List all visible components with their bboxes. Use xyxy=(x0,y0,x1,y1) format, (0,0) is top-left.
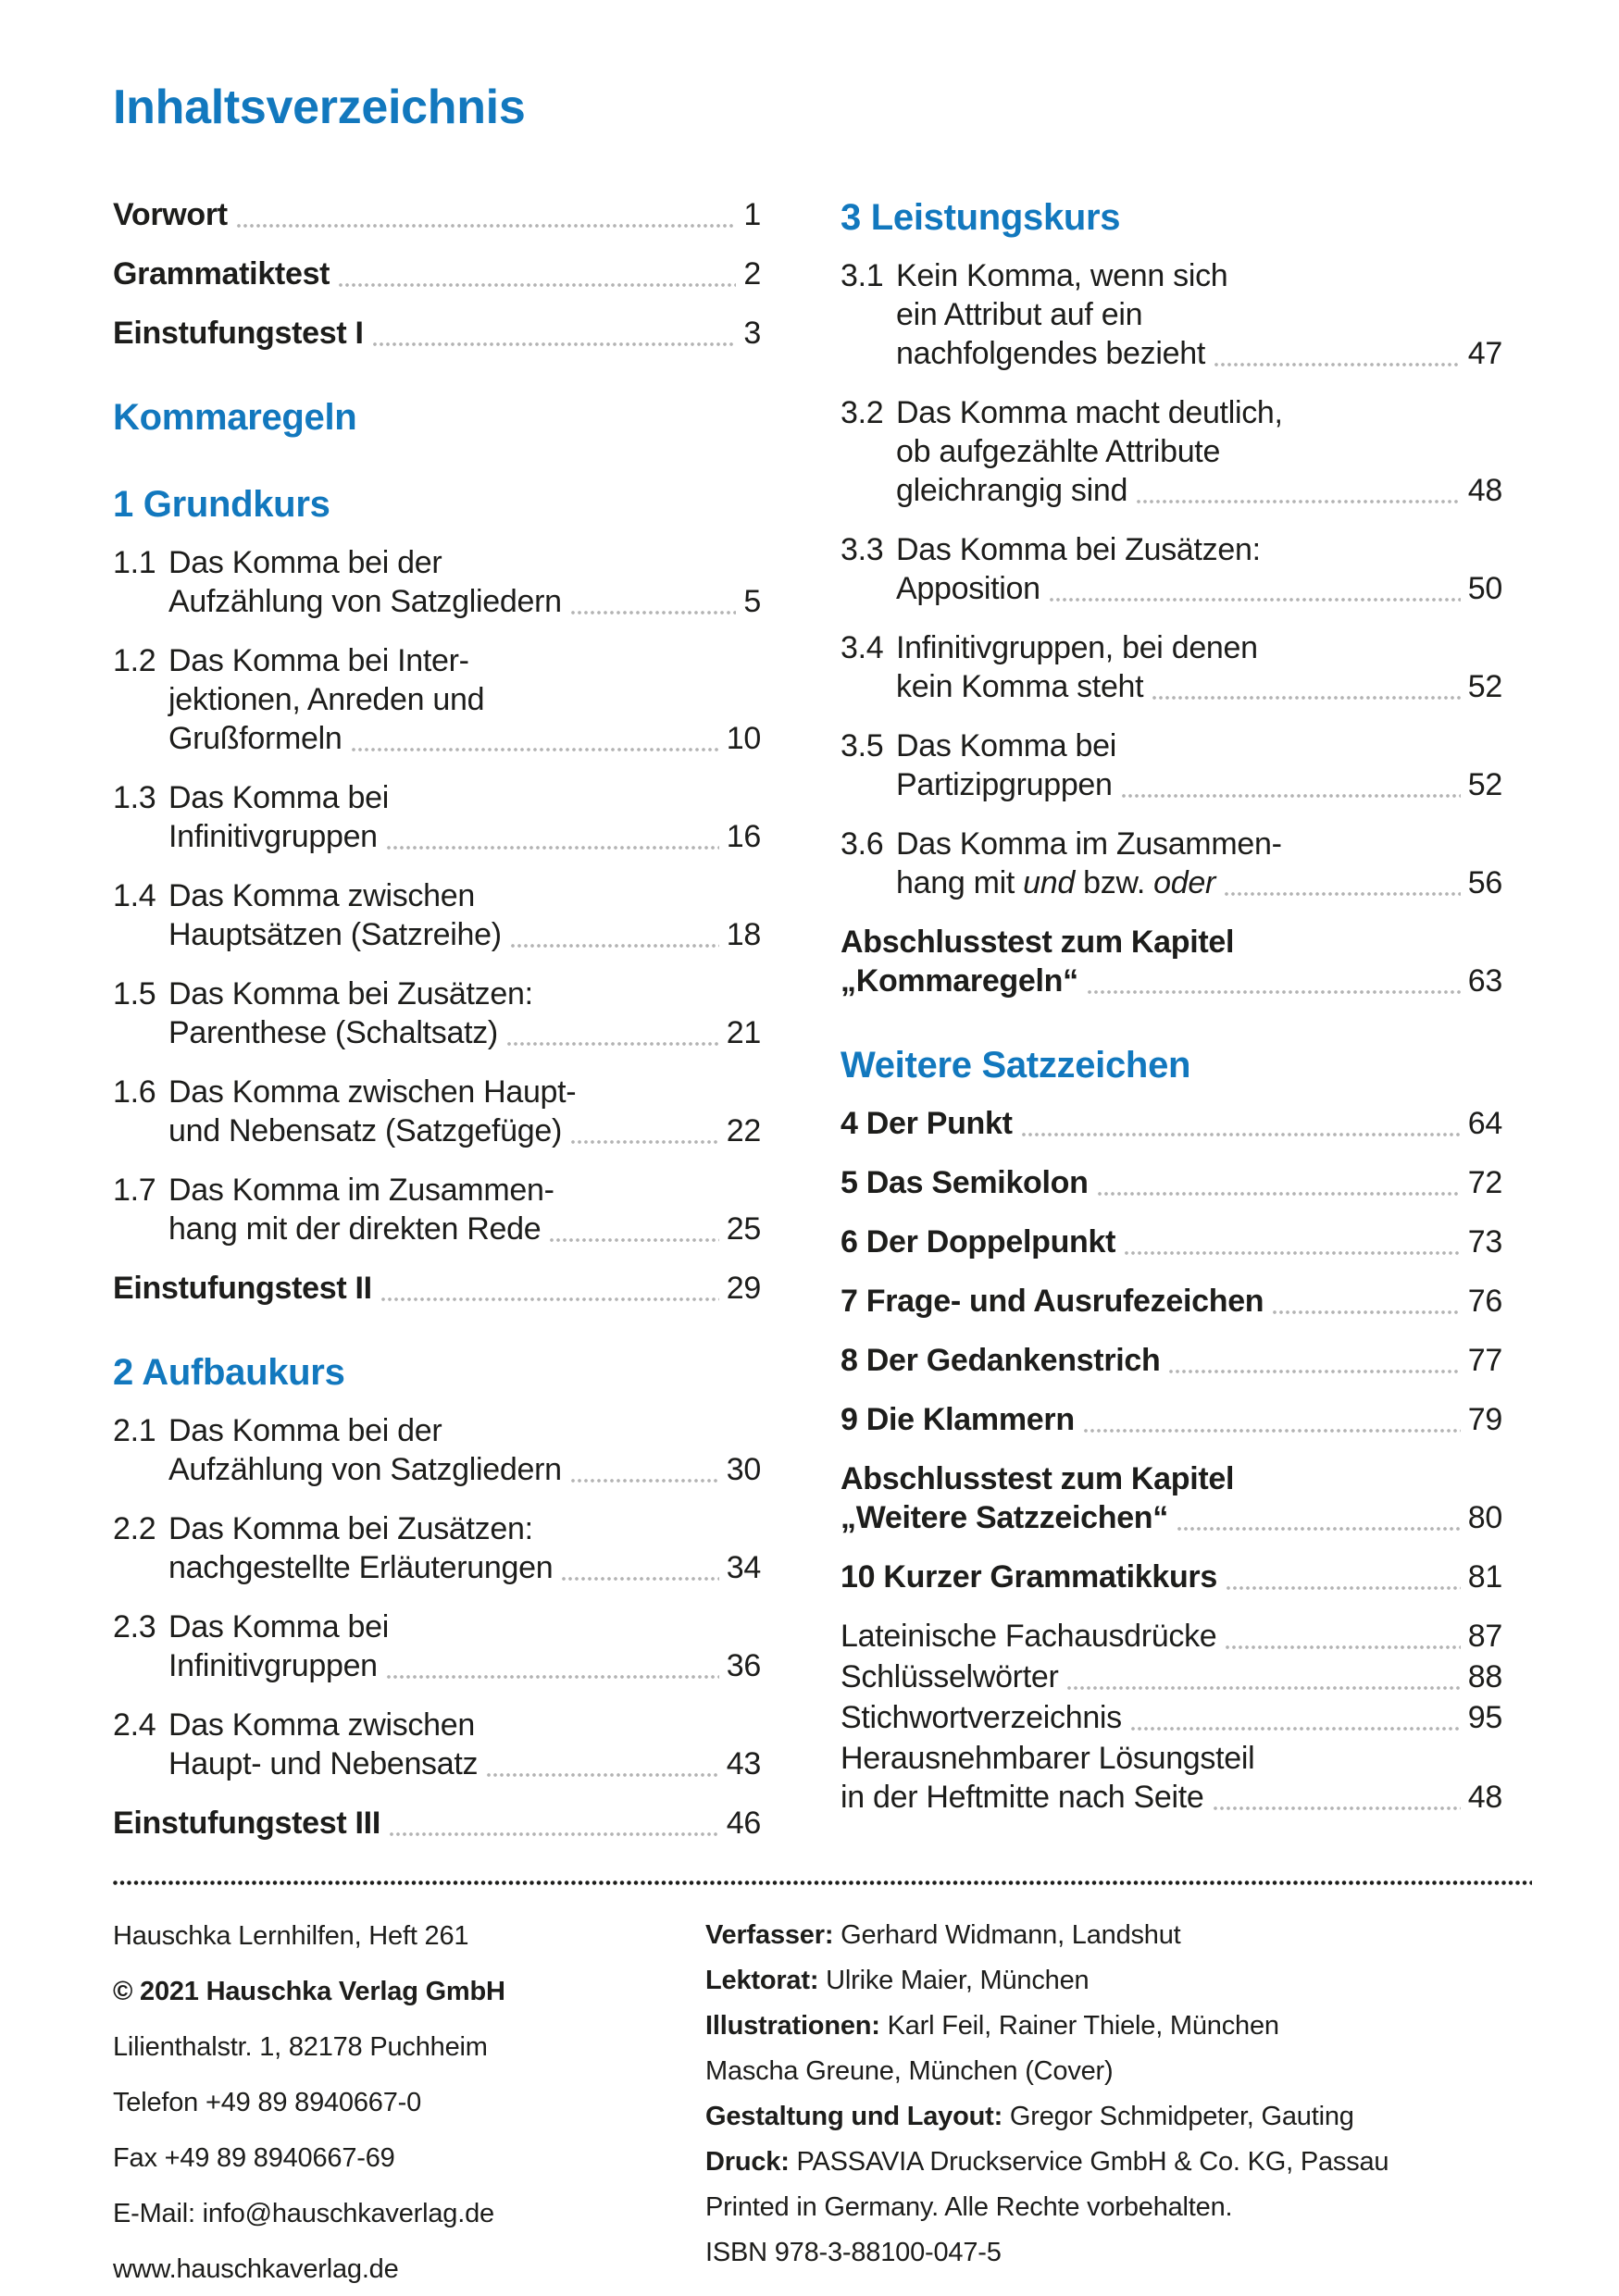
page-number: 2 xyxy=(743,256,761,292)
section-heading: 1 Grundkurs xyxy=(113,484,330,525)
entry-text: Lateinische Fachausdrücke xyxy=(841,1619,1217,1654)
footer-line-text: Gerhard Widmann, Landshut xyxy=(833,1920,1181,1950)
dotted-leader xyxy=(390,1832,719,1836)
page-number: 79 xyxy=(1467,1402,1502,1437)
entry-text: 9 Die Klammern xyxy=(841,1402,1075,1437)
dotted-leader xyxy=(571,611,737,614)
toc-entry-line xyxy=(841,1222,1502,1261)
entry-text: Kein Komma, wenn sich xyxy=(896,258,1228,293)
entry-number: 3.5 xyxy=(841,728,884,763)
toc-entry-line xyxy=(113,641,761,680)
entry-text: Das Komma bei xyxy=(168,1609,389,1644)
page-number: 5 xyxy=(743,584,761,619)
footer-line-label: Verfasser: xyxy=(705,1920,834,1950)
footer-line-label: Lektorat: xyxy=(705,1966,819,1995)
footer-line xyxy=(705,2054,1536,2089)
toc-entry xyxy=(841,1222,1502,1261)
footer-line-text: ISBN 978-3-88100-047-5 xyxy=(705,2238,1002,2267)
entry-text: jektionen, Anreden und xyxy=(168,682,485,717)
page-number: 47 xyxy=(1467,336,1502,371)
footer-line-label: Druck: xyxy=(705,2147,790,2177)
page-number: 21 xyxy=(726,1015,761,1050)
toc-entry-line xyxy=(113,1646,761,1685)
footer-line: Hauschka Lernhilfen, Heft 261 xyxy=(113,1921,469,1951)
toc-entry-line xyxy=(113,680,761,719)
entry-text: Das Komma bei Zusätzen: xyxy=(896,532,1261,567)
entry-text: Parenthese (Schaltsatz) xyxy=(168,1015,498,1050)
footer-line: Lilienthalstr. 1, 82178 Puchheim xyxy=(113,2032,488,2062)
dotted-leader xyxy=(1152,696,1460,700)
page-number: 1 xyxy=(743,197,761,232)
toc-entry xyxy=(113,195,761,234)
entry-text: Einstufungstest III xyxy=(113,1806,380,1841)
toc-entry-line xyxy=(841,432,1502,471)
toc-entry xyxy=(113,778,761,856)
toc-entry-line xyxy=(113,1804,761,1843)
toc-entry-line xyxy=(113,1013,761,1052)
page-number: 95 xyxy=(1467,1700,1502,1735)
page-number: 76 xyxy=(1467,1284,1502,1319)
entry-text-italic: und xyxy=(1023,865,1075,900)
toc-entry-line xyxy=(841,1400,1502,1439)
dotted-leader xyxy=(1214,1806,1461,1810)
toc-columns xyxy=(113,195,1619,1875)
page-number: 29 xyxy=(726,1271,761,1306)
page-number: 30 xyxy=(726,1452,761,1487)
toc-entry xyxy=(841,1282,1502,1321)
page-number: 50 xyxy=(1467,571,1502,606)
footer-line xyxy=(705,2100,1536,2134)
toc-entry-line xyxy=(841,1778,1502,1817)
toc-entry-line xyxy=(841,1282,1502,1321)
entry-text-part: hang mit xyxy=(896,865,1024,900)
dotted-leader xyxy=(562,1577,718,1581)
footer-line: E-Mail: info@hauschkaverlag.de xyxy=(113,2199,494,2228)
page-number: 80 xyxy=(1467,1500,1502,1535)
toc-entry xyxy=(841,1104,1502,1143)
dotted-leader xyxy=(1226,1645,1460,1649)
toc-entry-line xyxy=(113,1607,761,1646)
toc-entry xyxy=(841,1617,1502,1656)
toc-entry-line xyxy=(841,1739,1502,1778)
entry-text: kein Komma steht xyxy=(896,669,1144,704)
toc-entry xyxy=(841,923,1502,1000)
entry-text xyxy=(896,863,1215,902)
toc-entry xyxy=(841,1698,1502,1737)
toc-entry-line xyxy=(113,543,761,582)
toc-entry-line xyxy=(113,1509,761,1548)
entry-text: Das Komma bei Zusätzen: xyxy=(168,976,533,1011)
footer-publisher-block xyxy=(113,1918,705,2296)
toc-entry-line xyxy=(841,667,1502,706)
page-number: 18 xyxy=(726,917,761,952)
entry-text: Infinitivgruppen xyxy=(168,1648,378,1683)
entry-number: 1.7 xyxy=(113,1173,156,1208)
toc-entry-line xyxy=(113,1269,761,1308)
toc-entry-line xyxy=(841,726,1502,765)
footer-separator xyxy=(113,1880,1532,1885)
entry-text: nachgestellte Erläuterungen xyxy=(168,1550,554,1585)
entry-text: Aufzählung von Satzgliedern xyxy=(168,1452,562,1487)
entry-number: 3.3 xyxy=(841,532,884,567)
toc-entry xyxy=(841,1400,1502,1439)
dotted-leader xyxy=(373,342,737,346)
toc-entry-line xyxy=(113,719,761,758)
footer-line: © 2021 Hauschka Verlag GmbH xyxy=(113,1977,505,2006)
entry-number: 2.3 xyxy=(113,1609,156,1644)
toc-entry xyxy=(113,1607,761,1685)
footer-credits-block xyxy=(705,1918,1619,2296)
toc-entry-line xyxy=(841,765,1502,804)
page-number: 87 xyxy=(1467,1619,1502,1654)
toc-entry-line xyxy=(113,582,761,621)
toc-column-left xyxy=(113,195,761,1875)
toc-entry xyxy=(113,974,761,1052)
page-number: 36 xyxy=(726,1648,761,1683)
toc-entry-line xyxy=(113,1210,761,1248)
entry-text: Herausnehmbarer Lösungsteil xyxy=(841,1741,1255,1776)
entry-text: nachfolgendes bezieht xyxy=(896,336,1205,371)
page-number: 88 xyxy=(1467,1659,1502,1694)
dotted-leader xyxy=(1227,1586,1461,1590)
entry-text: und Nebensatz (Satzgefüge) xyxy=(168,1113,563,1148)
toc-entry-line xyxy=(841,1459,1502,1498)
toc-entry xyxy=(113,876,761,954)
entry-text: Einstufungstest II xyxy=(113,1271,372,1306)
page-number: 34 xyxy=(726,1550,761,1585)
entry-number: 1.1 xyxy=(113,545,156,580)
toc-entry-line xyxy=(113,817,761,856)
dotted-leader xyxy=(1177,1527,1461,1531)
dotted-leader xyxy=(550,1238,718,1242)
toc-entry-line xyxy=(841,569,1502,608)
toc-entry xyxy=(113,1706,761,1783)
footer-line: www.hauschkaverlag.de xyxy=(113,2254,399,2284)
dotted-leader xyxy=(507,1042,719,1046)
dotted-leader xyxy=(1098,1192,1461,1196)
footer-line-text: PASSAVIA Druckservice GmbH & Co. KG, Passau xyxy=(789,2147,1389,2177)
entry-text: 10 Kurzer Grammatikkurs xyxy=(841,1559,1217,1595)
dotted-leader xyxy=(1214,363,1461,366)
toc-entry-line xyxy=(841,1104,1502,1143)
entry-text: „Weitere Satzzeichen“ xyxy=(841,1500,1168,1535)
toc-entry-line xyxy=(841,863,1502,902)
toc-entry-line xyxy=(113,254,761,293)
footer-line-text: Ulrike Maier, München xyxy=(818,1966,1090,1995)
toc-entry xyxy=(841,530,1502,608)
toc-entry xyxy=(113,314,761,353)
entry-text: Das Komma zwischen xyxy=(168,878,475,913)
toc-entry xyxy=(113,254,761,293)
dotted-leader xyxy=(571,1479,719,1483)
toc-entry-line xyxy=(113,1706,761,1744)
entry-text: Das Komma bei der xyxy=(168,545,442,580)
entry-text: Das Komma macht deutlich, xyxy=(896,395,1283,430)
entry-text: Haupt- und Nebensatz xyxy=(168,1746,479,1781)
toc-entry xyxy=(113,1804,761,1843)
toc-entry xyxy=(841,1558,1502,1596)
entry-text-italic: oder xyxy=(1153,865,1215,900)
entry-text: Das Komma bei der xyxy=(168,1413,442,1448)
section-heading: Weitere Satzzeichen xyxy=(841,1045,1191,1086)
page-number: 77 xyxy=(1467,1343,1502,1378)
page-title: Inhaltsverzeichnis xyxy=(113,81,526,134)
toc-entry-line xyxy=(841,334,1502,373)
entry-text: „Kommaregeln“ xyxy=(841,963,1078,999)
page-number: 10 xyxy=(726,721,761,756)
page-number: 48 xyxy=(1467,473,1502,508)
dotted-leader xyxy=(1088,990,1461,994)
toc-entry-line xyxy=(113,1744,761,1783)
page-number: 64 xyxy=(1467,1106,1502,1141)
dotted-leader xyxy=(1273,1310,1461,1314)
toc-entry xyxy=(113,1509,761,1587)
page-number: 48 xyxy=(1467,1780,1502,1815)
toc-entry-line xyxy=(113,1548,761,1587)
entry-text: Stichwortverzeichnis xyxy=(841,1700,1122,1735)
entry-text: Aufzählung von Satzgliedern xyxy=(168,584,562,619)
toc-entry xyxy=(841,628,1502,706)
entry-number: 1.2 xyxy=(113,643,156,678)
entry-text: 4 Der Punkt xyxy=(841,1106,1013,1141)
dotted-leader xyxy=(1022,1133,1461,1136)
entry-number: 1.3 xyxy=(113,780,156,815)
toc-entry-line xyxy=(841,256,1502,295)
entry-number: 1.6 xyxy=(113,1074,156,1110)
toc-entry xyxy=(113,641,761,758)
toc-entry-line xyxy=(841,1698,1502,1737)
toc-entry-line xyxy=(841,1341,1502,1380)
entry-text: Das Komma im Zusammen- xyxy=(168,1173,554,1208)
page-number: 16 xyxy=(726,819,761,854)
entry-text: 8 Der Gedankenstrich xyxy=(841,1343,1161,1378)
toc-entry-line xyxy=(841,471,1502,510)
page-number: 52 xyxy=(1467,767,1502,802)
entry-text: Schlüsselwörter xyxy=(841,1659,1059,1694)
dotted-leader xyxy=(1084,1429,1461,1433)
toc-entry-line xyxy=(113,974,761,1013)
section-heading: 3 Leistungskurs xyxy=(841,197,1121,238)
toc-entry xyxy=(841,393,1502,510)
entry-text: Hauptsätzen (Satzreihe) xyxy=(168,917,502,952)
entry-number: 2.4 xyxy=(113,1707,156,1743)
entry-text: Infinitivgruppen xyxy=(168,819,378,854)
page-number: 63 xyxy=(1467,963,1502,999)
toc-entry xyxy=(113,1269,761,1308)
page-number: 22 xyxy=(726,1113,761,1148)
entry-text: Das Komma bei Zusätzen: xyxy=(168,1511,533,1546)
entry-text: ob aufgezählte Attribute xyxy=(896,434,1221,469)
entry-number: 3.6 xyxy=(841,826,884,862)
dotted-leader xyxy=(1131,1727,1461,1731)
toc-entry-line xyxy=(113,314,761,353)
entry-text: hang mit der direkten Rede xyxy=(168,1211,542,1247)
footer-line-text: Mascha Greune, München (Cover) xyxy=(705,2056,1114,2086)
section-heading: Kommaregeln xyxy=(113,397,357,438)
toc-entry-line xyxy=(841,393,1502,432)
page-number: 46 xyxy=(726,1806,761,1841)
entry-text: 7 Frage- und Ausrufezeichen xyxy=(841,1284,1264,1319)
entry-text: in der Heftmitte nach Seite xyxy=(841,1780,1204,1815)
dotted-leader xyxy=(387,1675,719,1679)
footer-line-label: Gestaltung und Layout: xyxy=(705,2102,1003,2131)
entry-text: Das Komma im Zusammen- xyxy=(896,826,1282,862)
toc-entry xyxy=(841,1657,1502,1696)
entry-text: Einstufungstest I xyxy=(113,316,364,351)
toc-entry xyxy=(841,726,1502,804)
page-number: 72 xyxy=(1467,1165,1502,1200)
toc-entry-line xyxy=(113,1171,761,1210)
entry-text: Abschlusstest zum Kapitel xyxy=(841,1461,1235,1496)
page-number: 25 xyxy=(726,1211,761,1247)
dotted-leader xyxy=(1050,598,1461,602)
dotted-leader xyxy=(237,224,737,228)
toc-entry-line xyxy=(841,530,1502,569)
entry-text: Das Komma bei xyxy=(168,780,389,815)
dotted-leader xyxy=(487,1773,719,1777)
dotted-leader xyxy=(1169,1370,1460,1373)
toc-entry-line xyxy=(841,1558,1502,1596)
page-number: 52 xyxy=(1467,669,1502,704)
footer-line-label: Illustrationen: xyxy=(705,2011,880,2041)
footer-line xyxy=(705,1918,1536,1953)
entry-text: 5 Das Semikolon xyxy=(841,1165,1089,1200)
footer-line-text: Karl Feil, Rainer Thiele, München xyxy=(879,2011,1279,2041)
footer-line xyxy=(705,2191,1536,2225)
page-number: 3 xyxy=(743,316,761,351)
entry-text: Das Komma zwischen Haupt- xyxy=(168,1074,577,1110)
toc-entry-line xyxy=(113,778,761,817)
toc-entry xyxy=(841,256,1502,373)
dotted-leader xyxy=(1122,794,1461,798)
toc-entry xyxy=(113,543,761,621)
entry-text-part: bzw. xyxy=(1074,865,1154,900)
toc-entry xyxy=(113,1073,761,1150)
entry-text: ein Attribut auf ein xyxy=(896,297,1143,332)
dotted-leader xyxy=(1137,500,1461,503)
toc-entry-line xyxy=(841,1617,1502,1656)
toc-entry-line xyxy=(841,923,1502,962)
entry-text: Das Komma bei Inter- xyxy=(168,643,469,678)
dotted-leader xyxy=(339,283,736,287)
entry-number: 3.2 xyxy=(841,395,884,430)
toc-entry xyxy=(113,1171,761,1248)
toc-entry xyxy=(841,1459,1502,1537)
page-number: 43 xyxy=(726,1746,761,1781)
dotted-leader xyxy=(1125,1251,1461,1255)
toc-entry-line xyxy=(841,1163,1502,1202)
toc-entry-line xyxy=(113,195,761,234)
entry-text: Partizipgruppen xyxy=(896,767,1113,802)
entry-text: gleichrangig sind xyxy=(896,473,1128,508)
footer-line xyxy=(705,1964,1536,1998)
toc-entry-line xyxy=(113,915,761,954)
entry-number: 3.1 xyxy=(841,258,884,293)
entry-text: Apposition xyxy=(896,571,1040,606)
dotted-leader xyxy=(1225,892,1461,896)
page-number: 56 xyxy=(1467,865,1502,900)
entry-text: Grammatiktest xyxy=(113,256,330,292)
entry-text: 6 Der Doppelpunkt xyxy=(841,1224,1116,1260)
entry-text: Das Komma zwischen xyxy=(168,1707,475,1743)
toc-entry-line xyxy=(841,962,1502,1000)
page-number: 81 xyxy=(1467,1559,1502,1595)
toc-entry xyxy=(841,1341,1502,1380)
entry-text: Infinitivgruppen, bei denen xyxy=(896,630,1258,665)
entry-text: Das Komma bei xyxy=(896,728,1116,763)
entry-number: 2.1 xyxy=(113,1413,156,1448)
footer-line xyxy=(705,2145,1536,2179)
toc-entry-line xyxy=(113,1111,761,1150)
section-heading: 2 Aufbaukurs xyxy=(113,1352,345,1393)
entry-number: 2.2 xyxy=(113,1511,156,1546)
toc-entry xyxy=(841,1163,1502,1202)
toc-entry-line xyxy=(841,295,1502,334)
dotted-leader xyxy=(352,748,719,751)
toc-entry-line xyxy=(841,825,1502,863)
footer xyxy=(113,1918,1619,2296)
dotted-leader xyxy=(381,1297,719,1301)
footer-line-text: Printed in Germany. Alle Rechte vorbehalten. xyxy=(705,2192,1233,2222)
entry-text: Abschlusstest zum Kapitel xyxy=(841,925,1235,960)
toc-entry-line xyxy=(113,876,761,915)
entry-number: 1.5 xyxy=(113,976,156,1011)
toc-entry xyxy=(841,1739,1502,1817)
toc-entry xyxy=(113,1411,761,1489)
dotted-leader xyxy=(511,944,719,948)
toc-entry-line xyxy=(841,1498,1502,1537)
page-number: 73 xyxy=(1467,1224,1502,1260)
toc-entry-line xyxy=(113,1411,761,1450)
toc-entry-line xyxy=(841,628,1502,667)
toc-entry-line xyxy=(841,1657,1502,1696)
footer-line: Fax +49 89 8940667-69 xyxy=(113,2143,395,2173)
toc-entry-line xyxy=(113,1073,761,1111)
toc-column-right xyxy=(841,195,1502,1875)
toc-entry-line xyxy=(113,1450,761,1489)
footer-line-text: Gregor Schmidpeter, Gauting xyxy=(1003,2102,1354,2131)
entry-number: 1.4 xyxy=(113,878,156,913)
dotted-leader xyxy=(1067,1686,1460,1690)
dotted-leader xyxy=(387,846,719,850)
footer-line: Telefon +49 89 8940667-0 xyxy=(113,2088,422,2117)
entry-number: 3.4 xyxy=(841,630,884,665)
dotted-leader xyxy=(571,1140,719,1144)
toc-entry xyxy=(841,825,1502,902)
footer-line xyxy=(705,2009,1536,2043)
entry-text: Vorwort xyxy=(113,197,228,232)
footer-line xyxy=(705,2236,1536,2270)
entry-text: Grußformeln xyxy=(168,721,342,756)
